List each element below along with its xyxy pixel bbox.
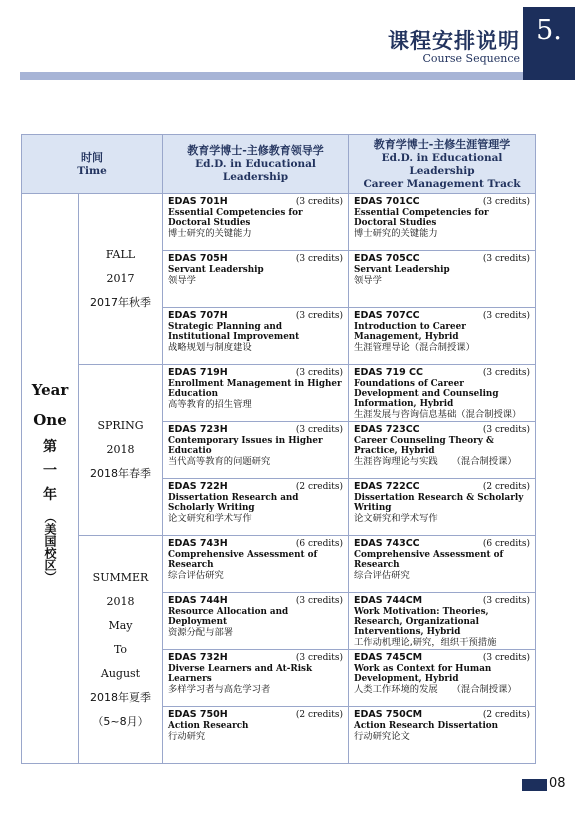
section-number: 5. [536, 15, 562, 46]
course-code: EDAS 719 CC [354, 367, 423, 378]
course-code: EDAS 705H [168, 253, 228, 264]
course-cell [163, 365, 349, 422]
term-fall-year: 2017 [106, 272, 135, 285]
course-title-zh: 论文研究和学术写作 [354, 512, 438, 524]
course-title-en: Dissertation Research & Scholarly Writing [354, 492, 524, 513]
course-credits: (3 credits) [482, 254, 530, 264]
header-leadership-en: Ed.D. in Educational Leadership [195, 158, 316, 183]
course-cell [163, 251, 349, 308]
course-credits: (3 credits) [295, 197, 343, 207]
course-title-en: Action Research Dissertation [354, 720, 499, 731]
course-code: EDAS 744CM [354, 595, 423, 606]
term-summer-may: May [108, 618, 133, 632]
course-credits: (3 credits) [295, 425, 343, 435]
course-title-zh: 战略规划与制度建设 [168, 341, 252, 353]
header-time-en: Time [77, 164, 107, 177]
course-title-zh: 生涯发展与咨询信息基础（混合制授课） [354, 408, 522, 420]
year-en2: One [33, 410, 67, 429]
table-row [22, 194, 536, 251]
course-title-en: Introduction to Career Management, Hybrid [354, 321, 466, 342]
course-code: EDAS 707CC [354, 310, 420, 321]
year-zh3: 年 [43, 486, 57, 503]
term-fall-name: FALL [105, 248, 136, 261]
course-code: EDAS 722CC [354, 481, 420, 492]
course-title-en: Work Motivation: Theories, Research, Organizational Interventions, Hybrid [354, 606, 489, 637]
course-title-zh: 领导学 [168, 274, 196, 286]
term-spring-zh: 2018年春季 [90, 467, 151, 480]
course-title-en: Foundations of Career Development and Counseling Information, Hybrid [354, 378, 499, 409]
course-code: EDAS 723H [168, 424, 228, 435]
term-summer [79, 536, 163, 764]
course-code: EDAS 743CC [354, 538, 420, 549]
course-cell [163, 650, 349, 707]
course-credits: (3 credits) [482, 653, 530, 663]
course-code: EDAS 744H [168, 595, 228, 606]
term-summer-to: To [113, 642, 128, 656]
course-title-en: Essential Competencies for Doctoral Studies [354, 207, 489, 228]
course-title-en: Enrollment Management in Higher Education [168, 378, 342, 399]
footer-bar [522, 779, 547, 791]
course-code: EDAS 743H [168, 538, 228, 549]
course-code: EDAS 701CC [354, 196, 420, 207]
header-time [22, 135, 163, 194]
course-title-zh: 多样学习者与高危学习者 [168, 683, 271, 695]
course-title-zh: 工作动机理论,研究，组织干预措施 [354, 636, 497, 648]
course-code: EDAS 719H [168, 367, 228, 378]
term-summer-august: August [100, 666, 141, 680]
course-title-en: Comprehensive Assessment of Research [168, 549, 318, 570]
course-cell [349, 365, 536, 422]
header-leadership [163, 135, 349, 194]
course-credits: (2 credits) [482, 482, 530, 492]
header-rule [20, 72, 523, 80]
course-credits: (3 credits) [482, 197, 530, 207]
course-cell [349, 308, 536, 365]
year-en1: Year [31, 380, 69, 399]
course-title-zh: 综合评估研究 [168, 569, 224, 581]
term-fall [79, 194, 163, 365]
course-title-zh: 综合评估研究 [354, 569, 410, 581]
course-title-zh: 人类工作环境的发展 （混合制授课） [354, 683, 517, 695]
course-credits: (3 credits) [482, 425, 530, 435]
course-title-en: Essential Competencies for Doctoral Studies [168, 207, 303, 228]
table-header-row [22, 135, 536, 194]
campus-label: （美国校区） [43, 510, 57, 583]
term-summer-months: （5~8月） [92, 714, 149, 728]
course-code: EDAS 745CM [354, 652, 423, 663]
term-spring-year: 2018 [106, 443, 135, 456]
header-time-zh: 时间 [81, 150, 103, 164]
section-number-badge [523, 7, 575, 80]
term-spring-name: SPRING [97, 419, 144, 432]
year-label [22, 194, 79, 764]
course-cell [349, 707, 536, 764]
course-table [21, 134, 536, 764]
term-summer-name: SUMMER [92, 570, 149, 584]
course-title-en: Servant Leadership [168, 264, 264, 275]
header-career-en2: Career Management Track [363, 177, 521, 190]
header-career-zh: 教育学博士-主修生涯管理学 [373, 137, 511, 151]
course-code: EDAS 722H [168, 481, 228, 492]
course-code: EDAS 707H [168, 310, 228, 321]
course-title-zh: 博士研究的关键能力 [168, 227, 252, 239]
course-credits: (6 credits) [295, 539, 343, 549]
course-cell [163, 707, 349, 764]
page-number: 08 [549, 776, 566, 791]
table-row [22, 536, 536, 593]
course-title-en: Servant Leadership [354, 264, 450, 275]
course-code: EDAS 750H [168, 709, 228, 720]
page-title-zh: 课程安排说明 [388, 29, 520, 53]
course-credits: (3 credits) [295, 596, 343, 606]
term-summer-year: 2018 [106, 594, 135, 608]
course-title-en: Resource Allocation and Deployment [168, 606, 289, 627]
term-spring [79, 365, 163, 536]
course-title-en: Strategic Planning and Institutional Improvement [168, 321, 300, 342]
course-cell [163, 422, 349, 479]
course-cell [349, 251, 536, 308]
course-code: EDAS 732H [168, 652, 228, 663]
course-cell [163, 593, 349, 650]
course-credits: (3 credits) [295, 368, 343, 378]
course-title-zh: 高等教育的招生管理 [168, 398, 252, 410]
course-cell [163, 536, 349, 593]
course-title-en: Comprehensive Assessment of Research [354, 549, 504, 570]
course-title-en: Dissertation Research and Scholarly Writing [168, 492, 299, 513]
page-title-en: Course Sequence [422, 52, 520, 65]
course-cell [349, 479, 536, 536]
course-cell [349, 194, 536, 251]
course-code: EDAS 723CC [354, 424, 420, 435]
term-fall-zh: 2017年秋季 [90, 296, 151, 309]
course-code: EDAS 750CM [354, 709, 423, 720]
course-credits: (3 credits) [482, 596, 530, 606]
course-title-en: Contemporary Issues in Higher Educatio [168, 435, 323, 456]
course-code: EDAS 701H [168, 196, 228, 207]
course-cell [349, 536, 536, 593]
header-leadership-zh: 教育学博士-主修教育领导学 [187, 144, 324, 157]
table-row [22, 365, 536, 422]
course-cell [349, 593, 536, 650]
course-credits: (6 credits) [482, 539, 530, 549]
course-credits: (3 credits) [295, 311, 343, 321]
course-cell [349, 650, 536, 707]
course-title-zh: 行动研究论文 [354, 730, 410, 742]
course-credits: (3 credits) [295, 653, 343, 663]
course-credits: (2 credits) [295, 710, 343, 720]
course-cell [349, 422, 536, 479]
year-zh2: 一 [43, 462, 57, 479]
term-summer-zh: 2018年夏季 [90, 690, 151, 704]
course-title-zh: 资源分配与部署 [168, 626, 234, 638]
course-title-zh: 生涯咨询理论与实践 （混合制授课） [354, 455, 517, 467]
course-credits: (2 credits) [482, 710, 530, 720]
year-zh1: 第 [43, 438, 57, 455]
course-credits: (3 credits) [482, 368, 530, 378]
course-title-en: Work as Context for Human Development, Hybrid [354, 663, 492, 684]
course-credits: (2 credits) [295, 482, 343, 492]
course-title-zh: 当代高等教育的问题研究 [168, 455, 271, 467]
course-title-zh: 论文研究和学术写作 [168, 512, 252, 524]
course-code: EDAS 705CC [354, 253, 420, 264]
course-credits: (3 credits) [482, 311, 530, 321]
course-cell [163, 479, 349, 536]
header-career-en1: Ed.D. in Educational Leadership [381, 151, 503, 177]
course-credits: (3 credits) [295, 254, 343, 264]
course-cell [163, 194, 349, 251]
course-title-zh: 行动研究 [168, 730, 206, 742]
course-title-zh: 生涯管理导论（混合制授课） [354, 341, 475, 353]
course-title-zh: 领导学 [354, 274, 382, 286]
course-title-zh: 博士研究的关键能力 [354, 227, 438, 239]
course-title-en: Diverse Learners and At-Risk Learners [168, 663, 313, 684]
header-career [349, 135, 536, 194]
course-title-en: Action Research [168, 720, 249, 731]
course-cell [163, 308, 349, 365]
course-title-en: Career Counseling Theory & Practice, Hybrid [354, 435, 494, 456]
